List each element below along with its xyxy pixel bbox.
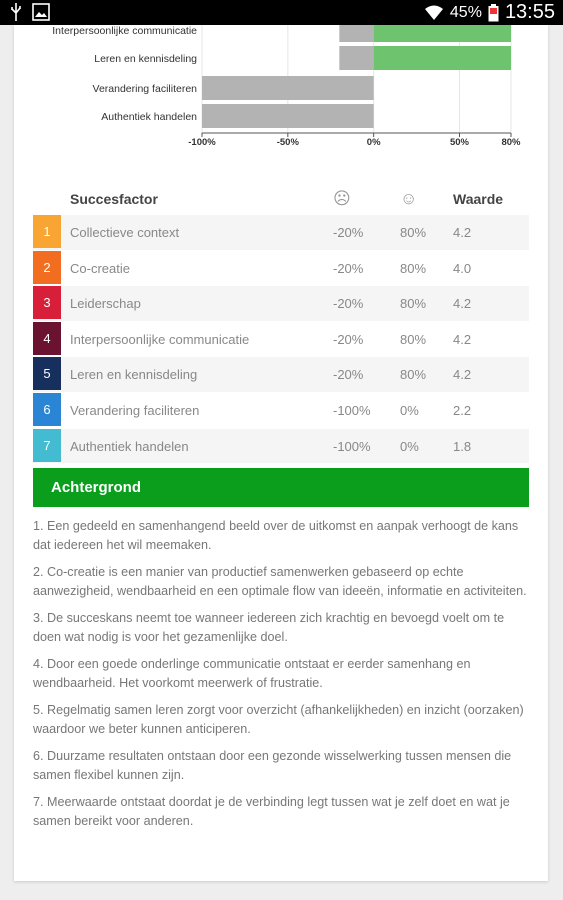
- row-max-value: 80%: [400, 331, 427, 347]
- bar-series-2: [374, 25, 511, 42]
- column-header-succesfactor: Succesfactor: [70, 191, 158, 207]
- table-row: [33, 215, 529, 251]
- row-max-value: 80%: [400, 367, 427, 383]
- row-max-value: 0%: [400, 438, 419, 454]
- row-score-value: 4.2: [453, 296, 472, 312]
- row-number-badge: 3: [33, 286, 61, 319]
- row-name: Co-creatie: [70, 260, 130, 276]
- content-card: [14, 25, 548, 881]
- row-score-value: 4.2: [453, 367, 472, 383]
- row-min-value: -100%: [333, 402, 371, 418]
- bar-chart: [14, 25, 548, 160]
- sad-face-icon: ☹: [333, 189, 351, 208]
- bar-series-2: [374, 46, 511, 70]
- row-number-badge: 4: [33, 322, 61, 355]
- usb-icon: [10, 3, 22, 21]
- wifi-icon: [424, 4, 444, 22]
- status-bar: [0, 0, 563, 25]
- achtergrond-paragraph: 5. Regelmatig samen leren zorgt voor overzicht (afhankelijkheden) en inzicht (oorzaken) waardoor we beter kunnen anticiperen.: [33, 703, 524, 736]
- battery-percentage: 45%: [449, 3, 482, 21]
- achtergrond-title: Achtergrond: [51, 479, 141, 496]
- image-notification-icon: [32, 3, 50, 21]
- table-row: [33, 357, 529, 393]
- row-name: Leren en kennisdeling: [70, 367, 198, 383]
- clock: 13:55: [504, 1, 555, 23]
- row-min-value: -100%: [333, 438, 371, 454]
- x-tick-label: 0%: [366, 137, 381, 148]
- happy-face-icon: ☺: [400, 189, 418, 208]
- table-row: [33, 251, 529, 287]
- column-header-waarde: Waarde: [453, 191, 504, 207]
- table-row: [33, 429, 529, 465]
- row-max-value: 80%: [400, 260, 427, 276]
- table-row: [33, 322, 529, 358]
- table-row: [33, 286, 529, 322]
- row-score-value: 4.0: [453, 260, 472, 276]
- x-tick-label: -100%: [188, 137, 216, 148]
- x-tick-label: 80%: [501, 137, 521, 148]
- achtergrond-text: [33, 517, 533, 839]
- row-name: Interpersoonlijke communicatie: [70, 331, 250, 347]
- bar-series-1: [339, 25, 373, 42]
- bar-series-1: [202, 104, 374, 128]
- achtergrond-paragraph: 3. De succeskans neemt toe wanneer iedereen zich krachtig en bevoegd voelt om te doen wat nodig is voor het gezamenlijke doel.: [33, 611, 505, 644]
- row-name: Leiderschap: [70, 296, 141, 312]
- row-score-value: 2.2: [453, 402, 472, 418]
- table-body: [33, 215, 529, 464]
- category-label: Verandering faciliteren: [92, 83, 197, 95]
- achtergrond-paragraph: 2. Co-creatie is een manier van productief samenwerken gebaseerd op echte aanwezigheid, wendbaarheid en een optimale flow van ideeën, informatie en activiteiten.: [33, 565, 527, 598]
- row-min-value: -20%: [333, 367, 364, 383]
- achtergrond-paragraph: 4. Door een goede onderlinge communicatie ontstaat er eerder samenhang en wendbaarheid. Het voorkomt meerwerk of frustratie.: [33, 657, 471, 690]
- row-number-badge: 7: [33, 429, 61, 462]
- achtergrond-banner: [33, 468, 529, 507]
- category-label: Leren en kennisdeling: [94, 53, 197, 65]
- achtergrond-paragraph: 6. Duurzame resultaten ontstaan door een gezonde wisselwerking tussen mensen die samen flexibel kunnen zijn.: [33, 749, 512, 782]
- battery-icon: [488, 4, 499, 22]
- x-tick-label: 50%: [449, 137, 470, 148]
- succesfactor-table: [33, 181, 529, 464]
- row-max-value: 80%: [400, 296, 427, 312]
- row-score-value: 1.8: [453, 438, 472, 454]
- category-label: Authentiek handelen: [101, 111, 197, 123]
- bar-series-1: [339, 46, 373, 70]
- row-min-value: -20%: [333, 296, 364, 312]
- row-number-badge: 5: [33, 357, 61, 390]
- achtergrond-paragraph: 7. Meerwaarde ontstaat doordat je de verbinding legt tussen wat je zelf doet en wat je samen bereikt voor anderen.: [33, 795, 510, 828]
- table-header: [33, 181, 529, 215]
- achtergrond-paragraph: 1. Een gedeeld en samenhangend beeld over de uitkomst en aanpak verhoogt de kans dat iedereen het wil meemaken.: [33, 519, 519, 552]
- row-max-value: 0%: [400, 402, 419, 418]
- row-number-badge: 6: [33, 393, 61, 426]
- bar-series-1: [202, 76, 374, 100]
- row-name: Verandering faciliteren: [70, 402, 200, 418]
- table-row: [33, 393, 529, 429]
- row-name: Authentiek handelen: [70, 438, 189, 454]
- row-name: Collectieve context: [70, 225, 180, 240]
- row-min-value: -20%: [333, 260, 364, 276]
- row-score-value: 4.2: [453, 331, 472, 347]
- row-min-value: -20%: [333, 225, 364, 240]
- x-tick-label: -50%: [276, 137, 299, 148]
- row-number-badge: 1: [33, 215, 61, 248]
- row-number-badge: 2: [33, 251, 61, 284]
- category-label: Interpersoonlijke communicatie: [52, 25, 197, 37]
- row-min-value: -20%: [333, 331, 364, 347]
- row-score-value: 4.2: [453, 225, 472, 240]
- bar-chart-svg: [14, 25, 548, 160]
- row-max-value: 80%: [400, 225, 427, 240]
